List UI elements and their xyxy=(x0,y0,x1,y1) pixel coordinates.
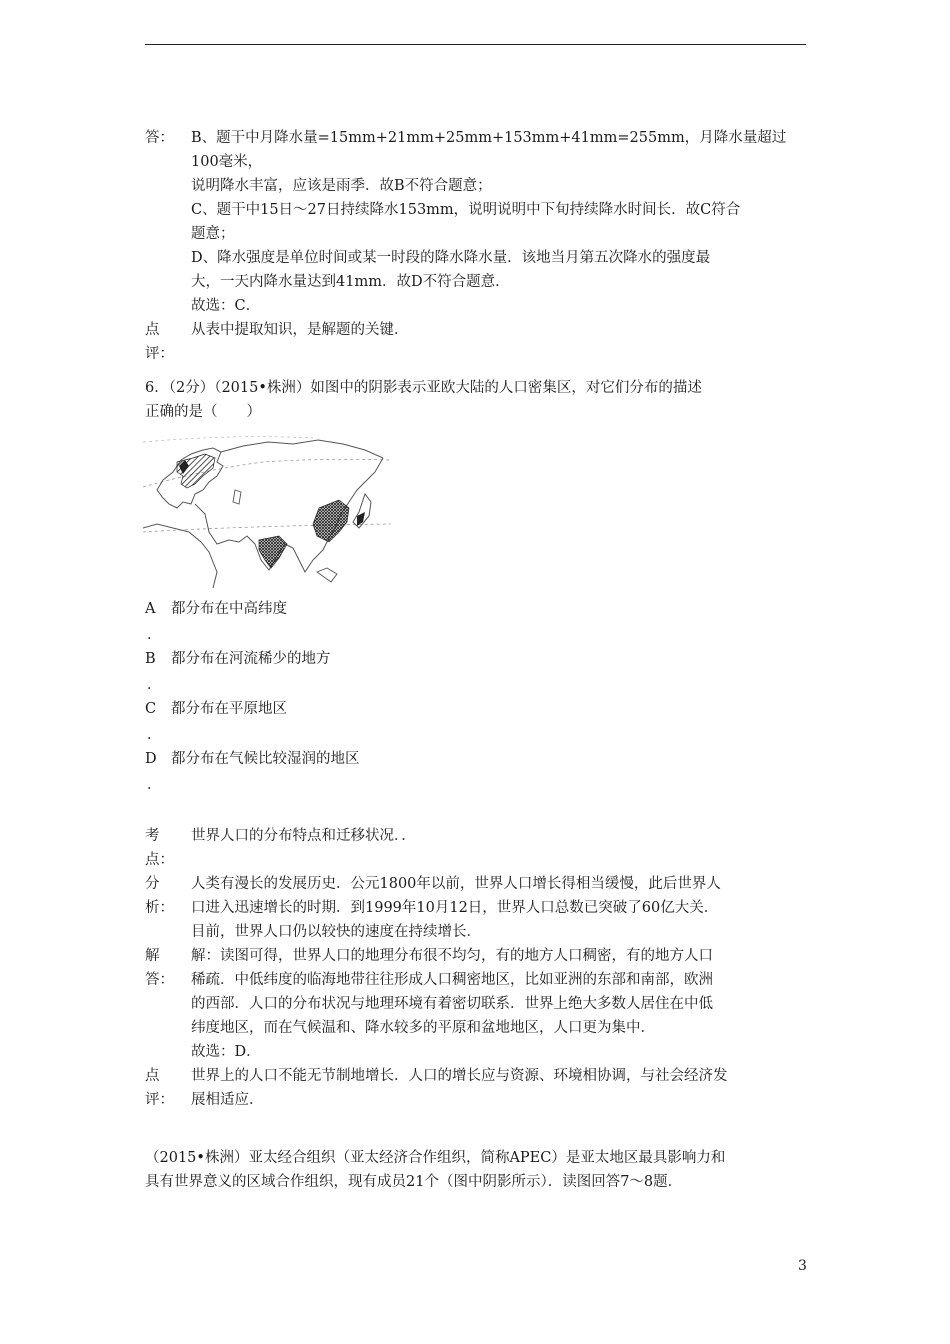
apec-intro xyxy=(145,1146,810,1194)
question-stem-line: 6．（2分）（2015•株洲）如图中的阴影表示亚欧大陆的人口密集区，对它们分布的描述 xyxy=(145,380,702,396)
header-rule xyxy=(145,44,806,45)
population-dense-east-asia xyxy=(313,500,349,542)
jieda-label: 解 xyxy=(145,948,160,964)
dianping-label: 评： xyxy=(145,1092,174,1108)
kaodian-label: 点： xyxy=(145,852,174,868)
question-stem-line: 正确的是（ ） xyxy=(145,404,261,420)
latitude-line xyxy=(143,437,313,442)
jieda-line: 故选：D． xyxy=(191,1044,261,1060)
africa-outline xyxy=(143,524,217,588)
answer-block xyxy=(145,126,810,366)
answer-line: 大，一天内降水量达到41mm．故D不符合题意． xyxy=(191,274,510,290)
fenxi-line: 人类有漫长的发展历史．公元1800年以前，世界人口增长得相当缓慢，此后世界人 xyxy=(191,876,721,892)
option-dot: ． xyxy=(147,777,162,793)
jieda-label: 答： xyxy=(145,972,174,988)
jieda-line: 解：读图可得，世界人口的地理分布很不均匀，有的地方人口稠密，有的地方人口 xyxy=(191,948,713,964)
apec-intro-line: 具有世界意义的区域合作组织，现有成员21个（图中阴影所示）．读图回答7～8题． xyxy=(145,1174,683,1190)
answer-line: B、题干中月降水量=15mm+21mm+25mm+153mm+41mm=255mm，月降水量超过100毫米， xyxy=(191,130,787,170)
dianping-line: 世界上的人口不能无节制地增长．人口的增长应与资源、环境相协调，与社会经济发 xyxy=(191,1068,728,1084)
jieda-line: 纬度地区，而在气候温和、降水较多的平原和盆地地区，人口更为集中． xyxy=(191,1020,655,1036)
eurasia-population-map xyxy=(143,432,391,588)
asia-north-coastline xyxy=(221,440,383,458)
caspian-sea xyxy=(233,490,241,504)
kaodian-text: 世界人口的分布特点和迁移状况．． xyxy=(191,828,416,844)
answer-line: D、降水强度是单位时间或某一时段的降水降水量．该地当月第五次降水的强度最 xyxy=(191,250,711,266)
comment-label: 点 xyxy=(145,322,160,338)
answer-line: 题意； xyxy=(191,226,235,242)
comment-text: 从表中提取知识，是解题的关键． xyxy=(191,322,409,338)
comment-label: 评： xyxy=(145,346,174,362)
islands-outline xyxy=(317,568,337,582)
answer-label: 答： xyxy=(145,130,174,146)
fenxi-line: 口进入迅速增长的时期．到1999年10月12日，世界人口总数已突破了60亿大关． xyxy=(191,900,719,916)
page-number: 3 xyxy=(798,1258,807,1274)
answer-line: C、题干中15日～27日持续降水153mm，说明说明中下旬持续降水时间长．故C符合 xyxy=(191,202,741,218)
kaodian-label: 考 xyxy=(145,828,160,844)
option-dot: ． xyxy=(147,677,162,693)
apec-intro-line: （2015•株洲）亚太经合组织（亚太经济合作组织，简称APEC）是亚太地区最具影响力和 xyxy=(145,1150,726,1166)
analysis-block xyxy=(145,824,810,1112)
dianping-label: 点 xyxy=(145,1068,160,1084)
fenxi-line: 目前，世界人口仍以较快的速度在持续增长． xyxy=(191,924,481,940)
fenxi-label: 析： xyxy=(145,900,174,916)
question-6-stem xyxy=(145,376,810,424)
fenxi-label: 分 xyxy=(145,876,160,892)
option-dot: ． xyxy=(147,727,162,743)
option-d[interactable]: D 都分布在气候比较湿润的地区 xyxy=(145,751,360,767)
dianping-line: 展相适应． xyxy=(191,1092,264,1108)
jieda-line: 的西部．人口的分布状况与地理环境有着密切联系．世界上绝大多数人居住在中低 xyxy=(191,996,713,1012)
option-a[interactable]: A 都分布在中高纬度 xyxy=(145,601,287,617)
latitude-line xyxy=(143,524,391,532)
option-b[interactable]: B 都分布在河流稀少的地方 xyxy=(145,651,331,667)
japan-outline xyxy=(353,494,371,528)
jieda-line: 稀疏．中低纬度的临海地带往往形成人口稠密地区，比如亚洲的东部和南部，欧洲 xyxy=(191,972,713,988)
option-c[interactable]: C 都分布在平原地区 xyxy=(145,701,287,717)
answer-line: 说明降水丰富，应该是雨季．故B不符合题意； xyxy=(191,178,492,194)
answer-line: 故选：C． xyxy=(191,298,261,314)
option-dot: ． xyxy=(147,627,162,643)
